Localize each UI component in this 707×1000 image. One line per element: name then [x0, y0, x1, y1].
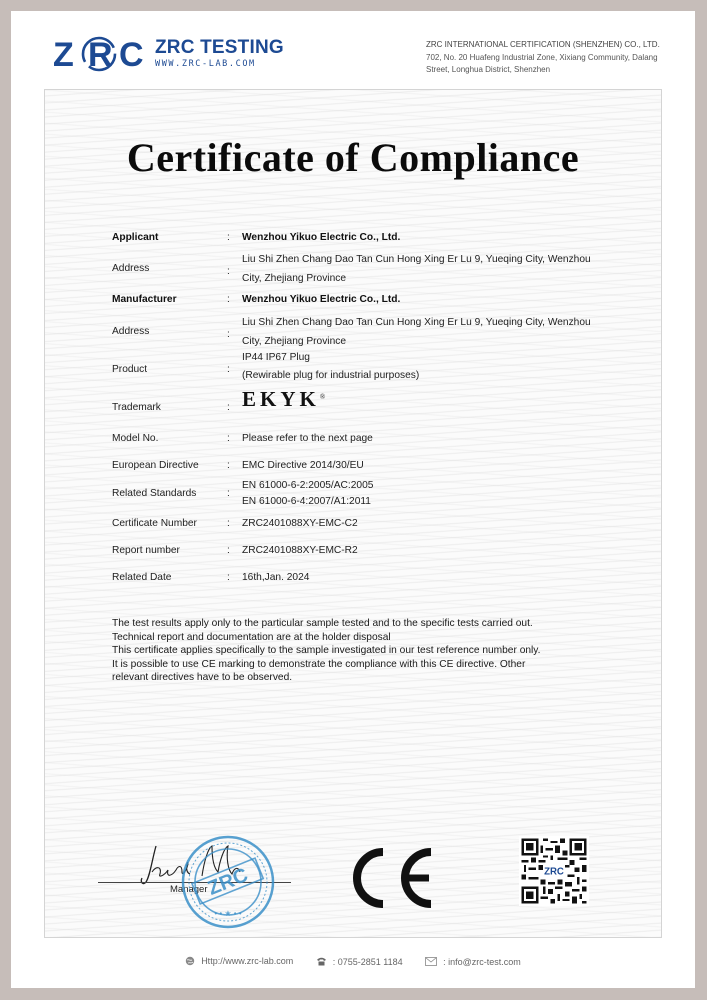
- zrc-stamp-icon: [178, 832, 278, 932]
- field-value: EMC Directive 2014/30/EU: [242, 460, 364, 471]
- footer-phone: [316, 957, 403, 967]
- website-text: Http://www.zrc-lab.com: [201, 956, 294, 966]
- telephone-icon: [316, 957, 327, 966]
- field-label: Certificate Number: [112, 518, 197, 529]
- phone-text: : 0755-2851 1184: [332, 956, 403, 967]
- svg-text:ZRC: ZRC: [204, 864, 252, 900]
- field-label: Address: [112, 263, 150, 274]
- field-label: Trademark: [112, 402, 161, 413]
- field-value: Wenzhou Yikuo Electric Co., Ltd.: [242, 294, 401, 305]
- field-colon: :: [227, 433, 230, 444]
- field-value-line1: IP44 IP67 Plug: [242, 352, 310, 363]
- field-value-line1: Liu Shi Zhen Chang Dao Tan Cun Hong Xing Er Lu 9, Yueqing City, Wenzhou: [242, 317, 591, 328]
- field-value-line1: EN 61000-6-2:2005/AC:2005: [242, 480, 374, 491]
- field-label: Related Standards: [112, 488, 197, 499]
- field-colon: :: [227, 402, 230, 413]
- field-colon: :: [227, 364, 230, 375]
- field-colon: :: [227, 232, 230, 243]
- zrc-logo-mark-icon: [53, 35, 149, 73]
- company-address-line2: Street, Longhua District, Shenzhen: [426, 65, 551, 74]
- field-label: Report number: [112, 545, 180, 556]
- certificate-title: Certificate of Compliance: [126, 135, 580, 180]
- field-label: Model No.: [112, 433, 159, 444]
- email-text: : info@zrc-test.com: [443, 956, 521, 967]
- envelope-icon: [425, 957, 437, 966]
- field-label: Applicant: [112, 232, 159, 243]
- qr-code-icon[interactable]: [519, 836, 589, 906]
- company-address-line1: 702, No. 20 Huafeng Industrial Zone, Xixiang Community, Dalang: [426, 52, 658, 62]
- field-colon: :: [227, 266, 230, 277]
- notice-line: Technical report and documentation are at the holder disposal: [112, 631, 391, 643]
- field-value-line2: (Rewirable plug for industrial purposes): [242, 370, 420, 381]
- field-colon: :: [227, 545, 230, 556]
- field-value: Wenzhou Yikuo Electric Co., Ltd.: [242, 232, 401, 243]
- field-colon: :: [227, 572, 230, 583]
- certificate-page: [11, 11, 695, 988]
- trademark-text: EKYK: [242, 387, 320, 411]
- svg-text:ZRC: ZRC: [544, 866, 564, 878]
- footer-website[interactable]: [185, 956, 293, 966]
- signer-role: Manager: [170, 884, 208, 895]
- field-label: Product: [112, 364, 148, 375]
- field-value: Please refer to the next page: [242, 433, 373, 444]
- field-colon: :: [227, 460, 230, 471]
- field-value-line2: EN 61000-6-4:2007/A1:2011: [242, 496, 371, 507]
- notice-line: relevant directives have to be observed.: [112, 672, 293, 684]
- field-value-line2: City, Zhejiang Province: [242, 273, 346, 284]
- field-colon: :: [227, 329, 230, 340]
- svg-text:C: C: [119, 36, 144, 73]
- notice-line: This certificate applies specifically to the sample investigated in our test reference number only.: [112, 645, 541, 657]
- field-value-line1: Liu Shi Zhen Chang Dao Tan Cun Hong Xing Er Lu 9, Yueqing City, Wenzhou: [242, 254, 591, 265]
- svg-text:Z: Z: [53, 36, 74, 73]
- field-label: Address: [112, 326, 150, 337]
- trademark-logo: [242, 387, 326, 411]
- globe-icon: [185, 956, 195, 966]
- field-value: ZRC2401088XY-EMC-C2: [242, 518, 358, 529]
- signature-block: [98, 830, 298, 940]
- field-colon: :: [227, 488, 230, 499]
- contact-footer: [11, 956, 695, 968]
- svg-text:• • ★ • •: • • ★ • •: [214, 909, 242, 918]
- field-label: European Directive: [112, 460, 199, 471]
- footer-email[interactable]: [425, 957, 521, 967]
- company-info: [426, 39, 686, 77]
- field-value: 16th,Jan. 2024: [242, 572, 310, 583]
- field-value: ZRC2401088XY-EMC-R2: [242, 545, 358, 556]
- ce-mark-icon: [345, 846, 435, 910]
- svg-text:R: R: [88, 36, 113, 73]
- notice-line: The test results apply only to the particular sample tested and to the specific tests carried out.: [112, 618, 533, 629]
- notice-line: It is possible to use CE marking to demonstrate the compliance with this CE directive. Other: [112, 658, 526, 670]
- zrc-logo: [53, 35, 284, 73]
- field-label: Manufacturer: [112, 294, 177, 305]
- company-name: ZRC INTERNATIONAL CERTIFICATION (SHENZHEN) CO., LTD.: [426, 40, 660, 49]
- field-colon: :: [227, 518, 230, 529]
- field-label: Related Date: [112, 572, 172, 583]
- logo-url: WWW.ZRC-LAB.COM: [155, 59, 256, 69]
- registered-mark: ®: [319, 393, 326, 401]
- field-value-line2: City, Zhejiang Province: [242, 336, 346, 347]
- field-colon: :: [227, 294, 230, 305]
- logo-title: ZRC TESTING: [155, 37, 284, 58]
- compliance-notice: [112, 617, 592, 685]
- certificate-panel: [44, 89, 662, 938]
